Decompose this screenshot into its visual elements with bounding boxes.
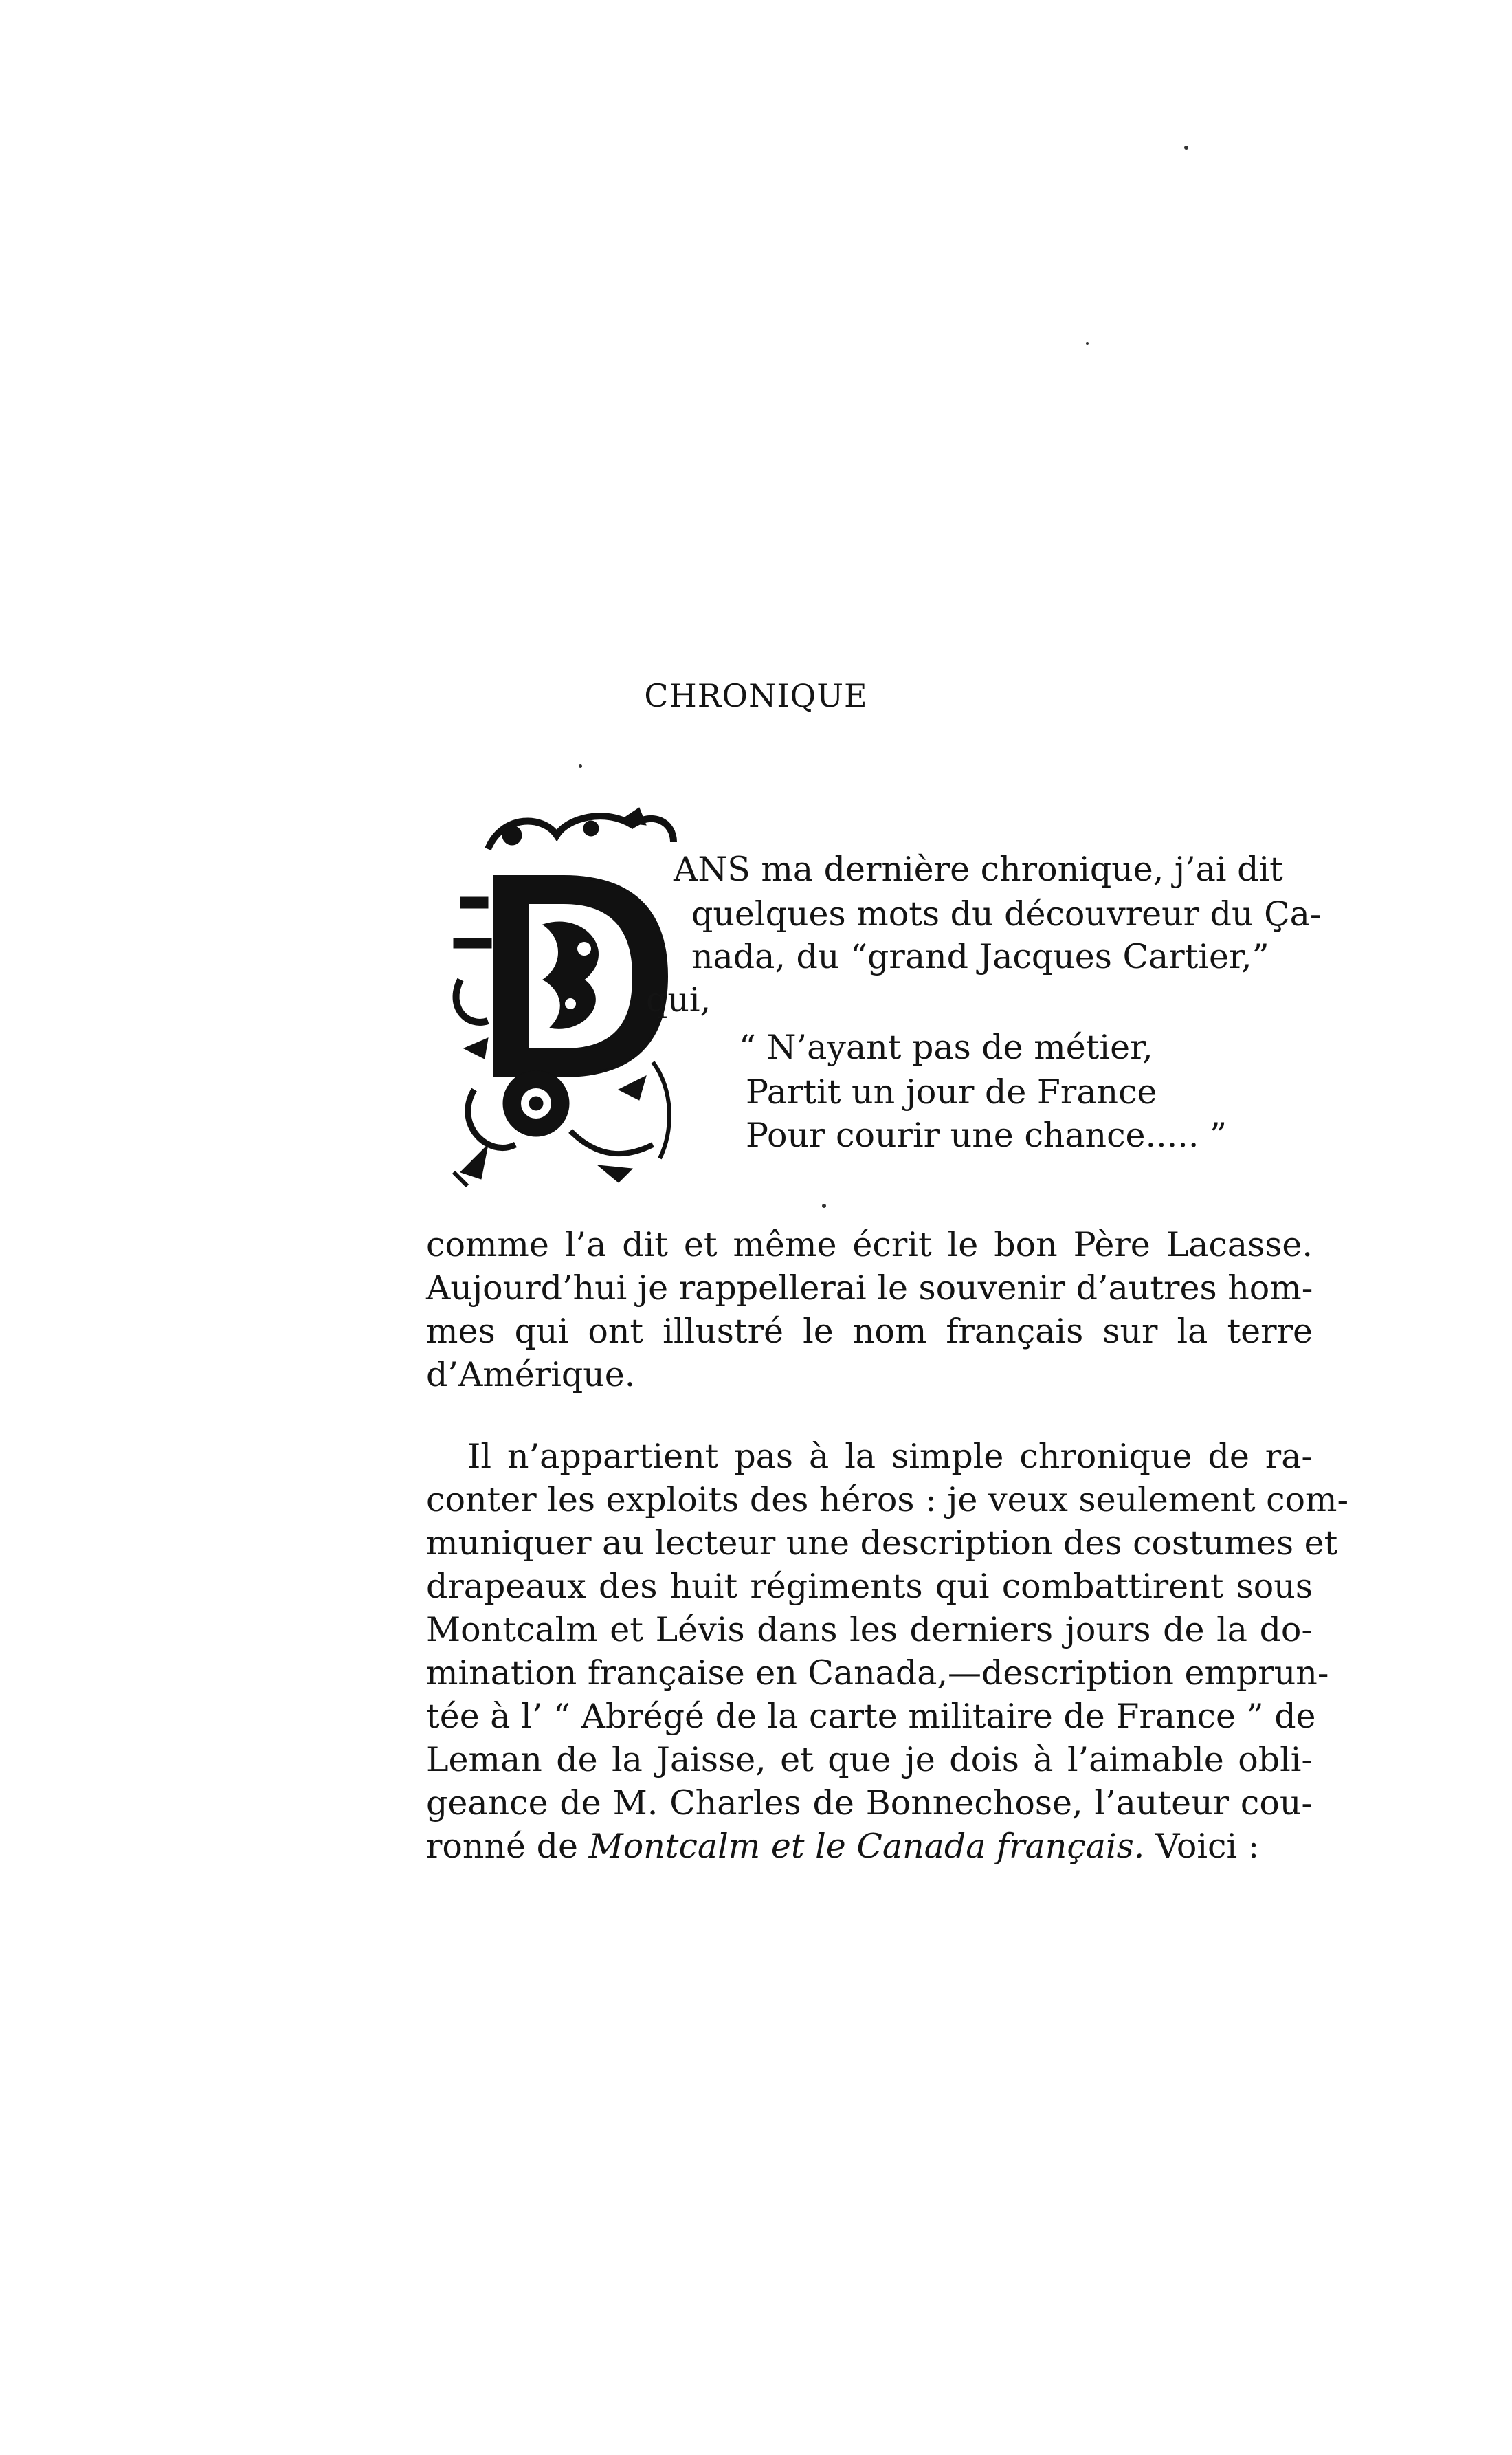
paragraph-2-line: geance de M. Charles de Bonnechose, l’auteur cou-	[426, 1783, 1313, 1823]
floral-ornament-icon	[447, 801, 680, 1193]
paragraph-1-line: Aujourd’hui je rappellerai le souvenir d’autres hom-	[426, 1268, 1313, 1308]
verse-line-1: “ N’ayant pas de métier,	[739, 1028, 1153, 1067]
book-title: Montcalm et le Canada français.	[588, 1827, 1145, 1866]
paragraph-2-line: conter les exploits des héros : je veux seulement com-	[426, 1480, 1349, 1519]
paragraph-2-line: drapeaux des huit régiments qui combattirent sous	[426, 1567, 1313, 1606]
opening-line-1: ANS ma dernière chronique, j’ai dit	[674, 850, 1283, 889]
paragraph-2-line: muniquer au lecteur une description des costumes et	[426, 1523, 1338, 1563]
paragraph-1-line: comme l’a dit et même écrit le bon Père Lacasse.	[426, 1225, 1313, 1264]
verse-line-2: Partit un jour de France	[746, 1072, 1157, 1112]
ink-speck	[1184, 146, 1188, 150]
page-title: CHRONIQUE	[644, 677, 868, 714]
ornamental-dropcap	[447, 801, 680, 1193]
paragraph-2-line: Leman de la Jaisse, et que je dois à l’aimable obli-	[426, 1740, 1313, 1779]
paragraph-2-line: Il n’appartient pas à la simple chronique de ra-	[467, 1437, 1313, 1476]
paragraph-2-line: Montcalm et Lévis dans les derniers jours de la do-	[426, 1610, 1313, 1649]
last-line-suffix: Voici :	[1144, 1827, 1260, 1866]
verse-line-3: Pour courir une chance..... ”	[746, 1116, 1227, 1155]
paragraph-2-line: tée à l’ “ Abrégé de la carte militaire de France ” de	[426, 1697, 1316, 1736]
ink-speck	[579, 764, 582, 768]
ink-speck	[1086, 342, 1089, 345]
opening-line-4: qui,	[646, 980, 711, 1020]
paragraph-1-line: mes qui ont illustré le nom français sur la terre	[426, 1312, 1313, 1351]
ink-speck	[822, 1204, 826, 1208]
paragraph-1-line: d’Amérique.	[426, 1355, 636, 1394]
opening-line-3: nada, du “grand Jacques Cartier,”	[691, 937, 1269, 976]
opening-line-2: quelques mots du découvreur du Ça-	[691, 894, 1322, 934]
paragraph-2-line: mination française en Canada,—description emprun-	[426, 1653, 1329, 1693]
last-line-prefix: ronné de	[426, 1827, 589, 1866]
paragraph-2-last-line	[426, 1826, 1259, 1867]
